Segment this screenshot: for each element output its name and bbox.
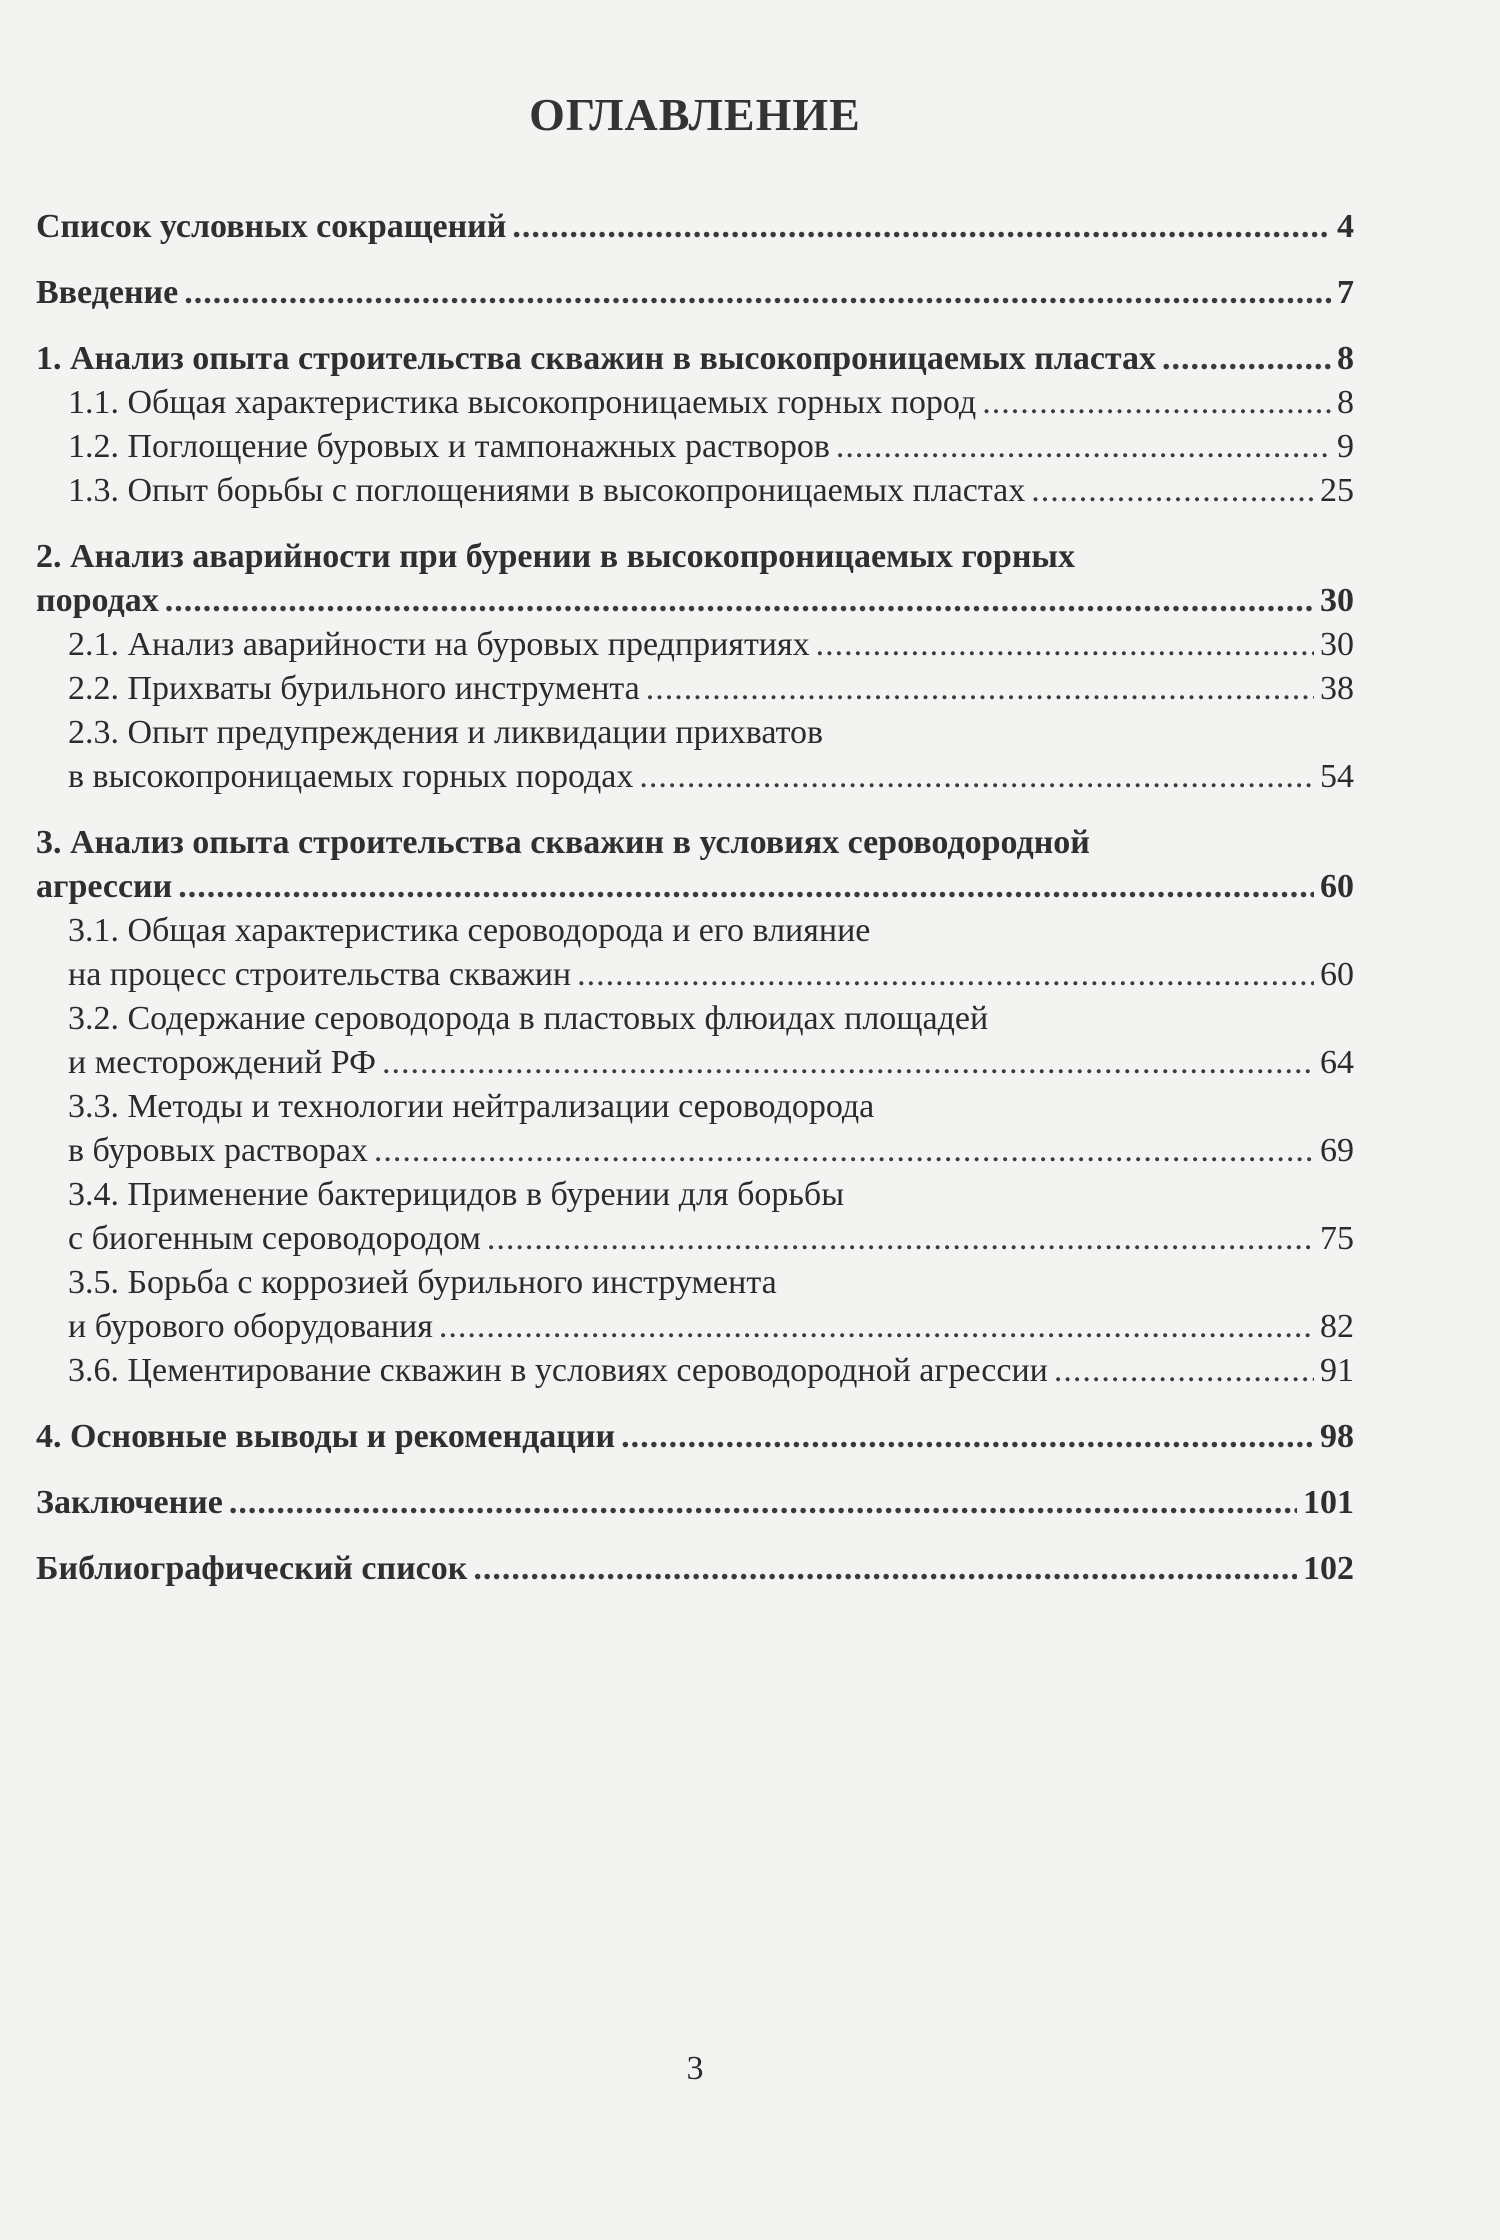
toc-entry-page: 30 xyxy=(1320,626,1354,663)
toc-entry-page: 102 xyxy=(1303,1550,1354,1587)
dot-leader xyxy=(184,271,1331,315)
toc-entry-section-3-5-line-1: 3.5. Борьба с коррозией бурильного инструмента xyxy=(68,1264,777,1301)
toc-entry-section-3-3-line-1: 3.3. Методы и технологии нейтрализации сероводорода xyxy=(68,1088,875,1125)
toc-entry-chapter-2 xyxy=(36,579,1354,623)
toc-entry-page: 64 xyxy=(1320,1044,1354,1081)
toc-entry-chapter-1 xyxy=(36,337,1354,381)
toc-entry-page: 82 xyxy=(1320,1308,1354,1345)
toc-entry-page: 75 xyxy=(1320,1220,1354,1257)
toc-entry-bibliography xyxy=(36,1547,1354,1591)
toc-entry-section-3-2-line-1: 3.2. Содержание сероводорода в пластовых флюидах площадей xyxy=(68,1000,989,1037)
dot-leader xyxy=(1054,1349,1314,1393)
page-number: 3 xyxy=(686,2050,704,2087)
toc-entry-page: 60 xyxy=(1320,868,1354,905)
toc-entry-section-3-5 xyxy=(36,1305,1354,1349)
dot-leader xyxy=(382,1041,1314,1085)
dot-leader xyxy=(639,755,1314,799)
toc-entry-conclusion xyxy=(36,1481,1354,1525)
toc-entry-title: с биогенным сероводородом xyxy=(68,1220,481,1257)
toc-entry-title: 4. Основные выводы и рекомендации xyxy=(36,1418,616,1455)
dot-leader xyxy=(646,667,1314,711)
toc-entry-chapter-3 xyxy=(36,865,1354,909)
dot-leader xyxy=(1031,469,1314,513)
toc-entry-page: 69 xyxy=(1320,1132,1354,1169)
toc-entry-title: 2.1. Анализ аварийности на буровых предприятиях xyxy=(68,626,810,663)
toc-entry-section-3-1 xyxy=(36,953,1354,997)
toc-entry-page: 60 xyxy=(1320,956,1354,993)
toc-entry-page: 30 xyxy=(1320,582,1354,619)
dot-leader xyxy=(439,1305,1314,1349)
dot-leader xyxy=(816,623,1314,667)
toc-entry-section-3-4 xyxy=(36,1217,1354,1261)
toc-entry-title: 1.2. Поглощение буровых и тампонажных растворов xyxy=(68,428,830,465)
toc-entry-title: 1. Анализ опыта строительства скважин в высокопроницаемых пластах xyxy=(36,340,1157,377)
toc-entry-section-3-2 xyxy=(36,1041,1354,1085)
toc-entry-section-2-3-line-1: 2.3. Опыт предупреждения и ликвидации прихватов xyxy=(68,714,824,751)
toc-entry-section-1-2 xyxy=(36,425,1354,469)
toc-entry-page: 4 xyxy=(1337,208,1354,245)
toc-entry-title: в буровых растворах xyxy=(68,1132,368,1169)
toc-entry-introduction xyxy=(36,271,1354,315)
dot-leader xyxy=(512,205,1331,249)
toc-entry-page: 101 xyxy=(1303,1484,1354,1521)
toc-entry-page: 9 xyxy=(1337,428,1354,465)
toc-entry-page: 38 xyxy=(1320,670,1354,707)
toc-entry-section-2-2 xyxy=(36,667,1354,711)
dot-leader xyxy=(374,1129,1314,1173)
toc-entry-title: 2.2. Прихваты бурильного инструмента xyxy=(68,670,640,707)
toc-entry-title: 3.6. Цементирование скважин в условиях сероводородной агрессии xyxy=(68,1352,1048,1389)
dot-leader xyxy=(487,1217,1314,1261)
toc-entry-page: 25 xyxy=(1320,472,1354,509)
toc-entry-section-2-3 xyxy=(36,755,1354,799)
dot-leader xyxy=(982,381,1331,425)
toc-entry-page: 54 xyxy=(1320,758,1354,795)
toc-entry-title: 1.1. Общая характеристика высокопроницаемых горных пород xyxy=(68,384,977,421)
toc-entry-title: породах xyxy=(36,582,159,619)
toc-entry-chapter-4 xyxy=(36,1415,1354,1459)
dot-leader xyxy=(836,425,1331,469)
toc-entry-title: Введение xyxy=(36,274,179,311)
toc-entry-page: 8 xyxy=(1337,384,1354,421)
toc-entry-title: в высокопроницаемых горных породах xyxy=(68,758,634,795)
toc-entry-chapter-3-line-1: 3. Анализ опыта строительства скважин в условиях сероводородной xyxy=(36,824,1090,861)
toc-entry-page: 91 xyxy=(1320,1352,1354,1389)
toc-entry-title: на процесс строительства скважин xyxy=(68,956,572,993)
dot-leader xyxy=(1162,337,1331,381)
toc-entry-title: 1.3. Опыт борьбы с поглощениями в высокопроницаемых пластах xyxy=(68,472,1026,509)
dot-leader xyxy=(473,1547,1297,1591)
toc-entry-abbreviations xyxy=(36,205,1354,249)
page-title: ОГЛАВЛЕНИЕ xyxy=(529,89,861,140)
toc-entry-section-1-3 xyxy=(36,469,1354,513)
toc-entry-page: 98 xyxy=(1320,1418,1354,1455)
toc-entry-chapter-2-line-1: 2. Анализ аварийности при бурении в высокопроницаемых горных xyxy=(36,538,1075,575)
toc-entry-title: Заключение xyxy=(36,1484,223,1521)
toc-entry-page: 7 xyxy=(1337,274,1354,311)
table-of-contents xyxy=(36,205,1354,1591)
toc-entry-section-2-1 xyxy=(36,623,1354,667)
toc-entry-title: Библиографический список xyxy=(36,1550,468,1587)
dot-leader xyxy=(621,1415,1314,1459)
dot-leader xyxy=(229,1481,1297,1525)
toc-entry-section-3-1-line-1: 3.1. Общая характеристика сероводорода и его влияние xyxy=(68,912,871,949)
toc-entry-page: 8 xyxy=(1337,340,1354,377)
toc-entry-section-3-4-line-1: 3.4. Применение бактерицидов в бурении для борьбы xyxy=(68,1176,845,1213)
dot-leader xyxy=(178,865,1314,909)
toc-entry-section-1-1 xyxy=(36,381,1354,425)
toc-entry-section-3-3 xyxy=(36,1129,1354,1173)
toc-entry-title: и бурового оборудования xyxy=(68,1308,433,1345)
dot-leader xyxy=(577,953,1314,997)
dot-leader xyxy=(165,579,1314,623)
toc-entry-section-3-6 xyxy=(36,1349,1354,1393)
toc-entry-title: агрессии xyxy=(36,868,173,905)
toc-entry-title: Список условных сокращений xyxy=(36,208,507,245)
toc-entry-title: и месторождений РФ xyxy=(68,1044,376,1081)
